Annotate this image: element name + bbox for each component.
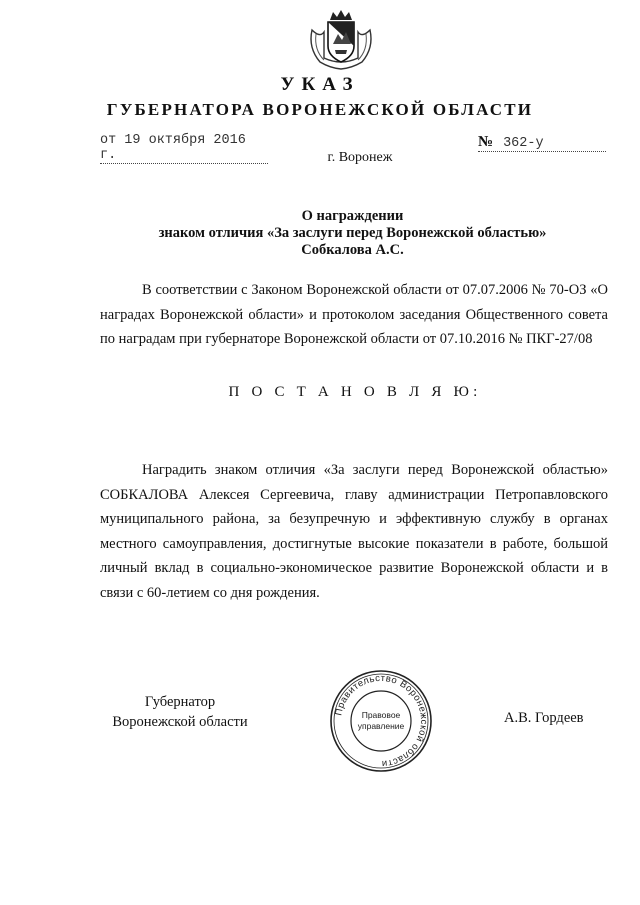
document-type-title: УКАЗ (280, 74, 360, 95)
signatory-name: А.В. Гордеев (504, 710, 584, 726)
stamp-outer-text: Правительство Воронежской области (333, 672, 430, 770)
subject-line-1: О награждении (301, 208, 404, 224)
signatory-position (100, 692, 260, 732)
stamp-inner-line-2: управление (357, 721, 405, 731)
preamble-text: В соответствии с Законом Воронежской области от 07.07.2006 № 70-ОЗ «О наградах Воронежской области» и протоколом заседания Общественного совета по наградам при губернаторе Воронежской области от 07.10.2016 № ПКГ-27/08 (100, 282, 608, 347)
subject-line-2: знаком отличия «За заслуги перед Воронежской областью» (158, 225, 547, 241)
city-label: г. Воронеж (327, 150, 393, 165)
number-label: № (478, 134, 494, 150)
coat-of-arms-icon (302, 8, 380, 72)
stamp-inner-line-1: Правовое (361, 710, 401, 720)
subject-line-3: Собкалова А.С. (301, 242, 404, 258)
award-text: Наградить знаком отличия «За заслуги перед Воронежской областью» СОБКАЛОВА Алексея Сергеевича, главу администрации Петропавловского муниципального района, за безупречную и эффективную службу в органах местного самоуправления, достигнутые высокие показатели в работе, большой личный вклад в социально-экономическое развитие Воронежской области и в связи с 60-летием со дня рождения. (100, 462, 608, 601)
preamble-paragraph (100, 278, 608, 352)
decree-word: П О С Т А Н О В Л Я Ю: (228, 384, 482, 400)
official-stamp (328, 668, 434, 774)
award-paragraph (100, 458, 608, 605)
number-value: 362-у (503, 136, 544, 151)
issuer-title: ГУБЕРНАТОРА ВОРОНЕЖСКОЙ ОБЛАСТИ (106, 100, 534, 119)
document-subject (100, 208, 605, 259)
position-line-2: Воронежской области (112, 714, 248, 730)
position-line-1: Губернатор (144, 694, 216, 710)
document-date: от 19 октября 2016 г. (100, 133, 268, 164)
